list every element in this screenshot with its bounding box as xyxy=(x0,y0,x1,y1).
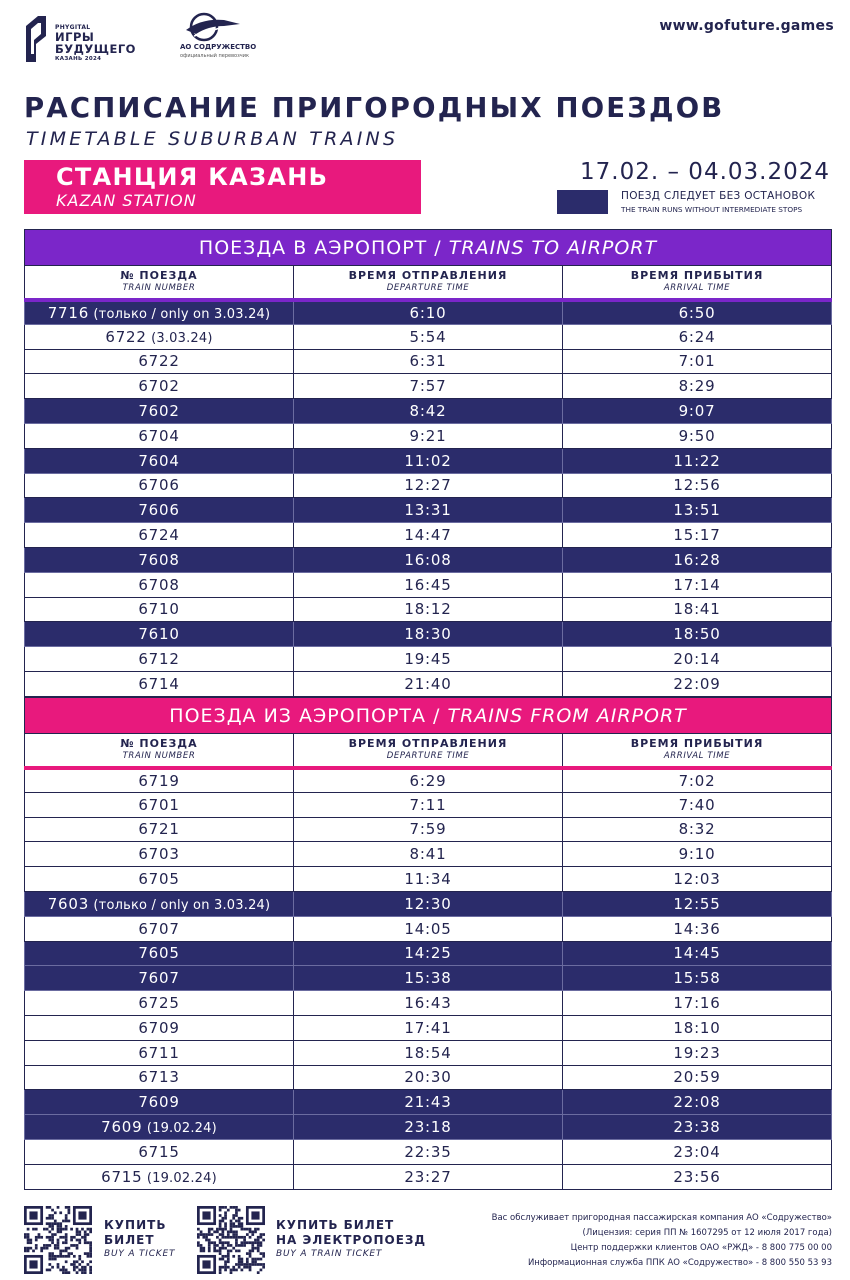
train-number: 6721 xyxy=(138,820,180,839)
departure-time: 15:38 xyxy=(294,966,563,991)
legend-label-en: THE TRAIN RUNS WITHOUT INTERMEDIATE STOPS xyxy=(621,205,803,214)
departure-time: 22:35 xyxy=(294,1139,563,1164)
train-number: 7603 xyxy=(47,894,90,913)
info-line: Вас обслуживает пригородная пассажирская компания АО «Содружество» xyxy=(491,1213,832,1223)
train-note: (19.02.24) xyxy=(142,1121,217,1137)
train-number-cell xyxy=(25,916,294,941)
arrival-time: 18:10 xyxy=(563,1015,832,1040)
col-train-en: TRAIN NUMBER xyxy=(122,750,196,761)
table-row xyxy=(25,966,832,991)
arrival-time: 22:08 xyxy=(563,1090,832,1115)
arrival-time: 17:16 xyxy=(563,991,832,1016)
train-number: 7609 xyxy=(101,1118,143,1137)
arrival-time: 14:45 xyxy=(563,941,832,966)
col-dep-en: DEPARTURE TIME xyxy=(386,750,470,761)
train-number-cell xyxy=(25,842,294,867)
train-number: 6715 xyxy=(138,1142,180,1161)
table-row xyxy=(25,1115,832,1140)
train-number: 6706 xyxy=(138,476,180,495)
train-number: 7608 xyxy=(138,550,180,569)
partner-subtitle: официальный перевозчик xyxy=(180,53,249,59)
departure-time: 21:40 xyxy=(294,671,563,696)
train-number-cell xyxy=(25,1090,294,1115)
departure-time: 13:31 xyxy=(294,498,563,523)
train-number: 7609 xyxy=(138,1093,180,1112)
train-number: 6712 xyxy=(138,650,180,669)
buy-train-ticket-label[interactable] xyxy=(276,1218,426,1259)
to-airport-rows xyxy=(25,300,832,697)
column-header-row xyxy=(25,734,832,768)
train-number-cell xyxy=(25,572,294,597)
departure-time: 12:27 xyxy=(294,473,563,498)
from-airport-rows xyxy=(25,768,832,1190)
departure-time: 6:29 xyxy=(294,768,563,793)
info-line: Центр поддержки клиентов ОАО «РЖД» - 8 800 775 00 00 xyxy=(570,1243,832,1253)
table-row xyxy=(25,1065,832,1090)
departure-time: 8:41 xyxy=(294,842,563,867)
train-note: (3.03.24) xyxy=(146,330,213,346)
train-number: 6709 xyxy=(138,1018,180,1037)
arrival-time: 7:01 xyxy=(563,349,832,374)
col-arrival xyxy=(563,734,832,768)
info-line: Информационная служба ППК АО «Содружество» - 8 800 550 53 93 xyxy=(527,1258,832,1268)
col-train-ru: № ПОЕЗДА xyxy=(120,736,198,750)
station-name: СТАНЦИЯ КАЗАНЬ xyxy=(56,163,329,191)
train-number: 7607 xyxy=(138,969,180,988)
arrival-time: 11:22 xyxy=(563,448,832,473)
train-number: 6715 xyxy=(101,1167,143,1186)
table-row xyxy=(25,916,832,941)
table-row xyxy=(25,768,832,793)
buy-train-ticket-line-1: КУПИТЬ БИЛЕТ xyxy=(276,1218,395,1232)
departure-time: 16:43 xyxy=(294,991,563,1016)
train-number: 6710 xyxy=(138,600,180,619)
service-info xyxy=(492,1211,832,1271)
page-subtitle: TIMETABLE SUBURBAN TRAINS xyxy=(26,128,399,150)
table-row xyxy=(25,1040,832,1065)
train-number-cell xyxy=(25,941,294,966)
train-note: (19.02.24) xyxy=(142,1170,217,1186)
logo-small-text: PHYGITAL xyxy=(55,24,91,31)
arrival-time: 18:41 xyxy=(563,597,832,622)
train-number-cell xyxy=(25,671,294,696)
arrival-time: 12:56 xyxy=(563,473,832,498)
arrival-time: 20:59 xyxy=(563,1065,832,1090)
train-number: 6702 xyxy=(138,377,180,396)
table-row xyxy=(25,300,832,325)
section-title-ru: ПОЕЗДА ИЗ АЭРОПОРТА / xyxy=(169,704,448,727)
express-legend-swatch xyxy=(557,190,608,214)
departure-time: 11:34 xyxy=(294,867,563,892)
column-header-row xyxy=(25,266,832,300)
train-number-cell xyxy=(25,324,294,349)
col-dep-ru: ВРЕМЯ ОТПРАВЛЕНИЯ xyxy=(348,268,508,282)
info-line: (Лицензия: серия ПП № 1607295 от 12 июля 2017 года) xyxy=(582,1228,832,1238)
col-train-ru: № ПОЕЗДА xyxy=(120,268,198,282)
train-number: 6722 xyxy=(138,352,180,371)
departure-time: 11:02 xyxy=(294,448,563,473)
col-arr-ru: ВРЕМЯ ПРИБЫТИЯ xyxy=(630,736,764,750)
buy-train-ticket-en: BUY A TRAIN TICKET xyxy=(276,1249,383,1259)
arrival-time: 15:58 xyxy=(563,966,832,991)
train-number: 6713 xyxy=(138,1068,180,1087)
games-logo-icon xyxy=(24,14,48,64)
train-number-cell xyxy=(25,423,294,448)
table-row xyxy=(25,324,832,349)
train-number-cell xyxy=(25,399,294,424)
arrival-time: 19:23 xyxy=(563,1040,832,1065)
train-note: (только / only on 3.03.24) xyxy=(89,897,271,913)
train-number-cell xyxy=(25,1015,294,1040)
section-title-to-airport xyxy=(25,230,832,266)
col-train-en: TRAIN NUMBER xyxy=(122,282,196,293)
arrival-time: 8:32 xyxy=(563,817,832,842)
games-of-future-logo[interactable] xyxy=(24,14,194,64)
table-row xyxy=(25,891,832,916)
table-row xyxy=(25,423,832,448)
arrival-time: 12:55 xyxy=(563,891,832,916)
train-number-cell xyxy=(25,374,294,399)
table-row xyxy=(25,597,832,622)
arrival-time: 7:40 xyxy=(563,792,832,817)
col-train-number xyxy=(25,734,294,768)
table-row xyxy=(25,842,832,867)
logo-city: КАЗАНЬ 2024 xyxy=(55,56,102,62)
header xyxy=(24,12,834,72)
train-number-cell xyxy=(25,817,294,842)
buy-ticket-line-2: БИЛЕТ xyxy=(104,1233,155,1247)
arrival-time: 18:50 xyxy=(563,622,832,647)
buy-train-ticket-line-2: НА ЭЛЕКТРОПОЕЗД xyxy=(276,1233,427,1247)
train-number-cell xyxy=(25,523,294,548)
train-number-cell xyxy=(25,622,294,647)
train-number-cell xyxy=(25,1040,294,1065)
train-logo-icon xyxy=(180,12,250,44)
arrival-time: 9:07 xyxy=(563,399,832,424)
train-number-cell xyxy=(25,349,294,374)
table-row xyxy=(25,671,832,696)
arrival-time: 9:10 xyxy=(563,842,832,867)
departure-time: 18:30 xyxy=(294,622,563,647)
col-departure xyxy=(294,734,563,768)
arrival-time: 20:14 xyxy=(563,647,832,672)
train-note: (только / only on 3.03.24) xyxy=(89,306,271,322)
table-row xyxy=(25,1164,832,1189)
arrival-time: 16:28 xyxy=(563,547,832,572)
col-dep-ru: ВРЕМЯ ОТПРАВЛЕНИЯ xyxy=(348,736,508,750)
arrival-time: 6:24 xyxy=(563,324,832,349)
train-number: 6703 xyxy=(138,845,180,864)
train-number: 7610 xyxy=(138,625,180,644)
table-row xyxy=(25,622,832,647)
train-number-cell xyxy=(25,768,294,793)
departure-time: 7:59 xyxy=(294,817,563,842)
departure-time: 18:54 xyxy=(294,1040,563,1065)
train-number: 7605 xyxy=(138,944,180,963)
col-departure xyxy=(294,266,563,300)
train-number: 6724 xyxy=(138,526,180,545)
sodruzhestvo-logo[interactable] xyxy=(176,12,266,67)
train-number: 6701 xyxy=(138,795,180,814)
departure-time: 16:45 xyxy=(294,572,563,597)
departure-time: 23:27 xyxy=(294,1164,563,1189)
departure-time: 7:11 xyxy=(294,792,563,817)
departure-time: 5:54 xyxy=(294,324,563,349)
table-row xyxy=(25,523,832,548)
validity-period: 17.02. – 04.03.2024 xyxy=(580,159,830,185)
website-link[interactable]: www.gofuture.games xyxy=(659,18,834,34)
logo-line-1: ИГРЫ xyxy=(55,30,95,44)
col-dep-en: DEPARTURE TIME xyxy=(386,282,470,293)
arrival-time: 14:36 xyxy=(563,916,832,941)
train-number-cell xyxy=(25,1065,294,1090)
table-row xyxy=(25,941,832,966)
train-number-cell xyxy=(25,966,294,991)
departure-time: 12:30 xyxy=(294,891,563,916)
departure-time: 6:10 xyxy=(294,300,563,325)
arrival-time: 23:56 xyxy=(563,1164,832,1189)
arrival-time: 8:29 xyxy=(563,374,832,399)
train-number: 6711 xyxy=(138,1043,180,1062)
logo-line-2: БУДУЩЕГО xyxy=(55,42,136,56)
departure-time: 6:31 xyxy=(294,349,563,374)
table-row xyxy=(25,349,832,374)
train-number-cell xyxy=(25,891,294,916)
departure-time: 16:08 xyxy=(294,547,563,572)
train-number-cell xyxy=(25,473,294,498)
arrival-time: 17:14 xyxy=(563,572,832,597)
train-number-cell xyxy=(25,498,294,523)
train-number: 7602 xyxy=(138,402,180,421)
table-row xyxy=(25,1015,832,1040)
buy-ticket-en: BUY A TICKET xyxy=(104,1249,176,1259)
train-number: 6722 xyxy=(105,327,147,346)
train-number-cell xyxy=(25,597,294,622)
arrival-time: 9:50 xyxy=(563,423,832,448)
train-number-cell xyxy=(25,1164,294,1189)
logo-title xyxy=(55,31,136,55)
legend-label: ПОЕЗД СЛЕДУЕТ БЕЗ ОСТАНОВОК xyxy=(621,190,816,202)
train-number-cell xyxy=(25,647,294,672)
table-row xyxy=(25,647,832,672)
buy-ticket-line-1: КУПИТЬ xyxy=(104,1218,167,1232)
section-title-from-airport xyxy=(25,698,832,734)
table-row xyxy=(25,867,832,892)
table-row xyxy=(25,1090,832,1115)
qr-code-buy-ticket[interactable] xyxy=(24,1206,92,1274)
departure-time: 14:47 xyxy=(294,523,563,548)
page-title: РАСПИСАНИЕ ПРИГОРОДНЫХ ПОЕЗДОВ xyxy=(24,92,725,124)
station-name-en: KAZAN STATION xyxy=(56,191,197,210)
table-row xyxy=(25,399,832,424)
table-row xyxy=(25,991,832,1016)
arrival-time: 7:02 xyxy=(563,768,832,793)
table-row xyxy=(25,547,832,572)
departure-time: 14:05 xyxy=(294,916,563,941)
partner-name: АО СОДРУЖЕСТВО xyxy=(180,43,257,51)
train-number: 6719 xyxy=(138,771,180,790)
train-number: 6725 xyxy=(138,994,180,1013)
buy-ticket-label[interactable] xyxy=(104,1218,175,1259)
arrival-time: 6:50 xyxy=(563,300,832,325)
departure-time: 18:12 xyxy=(294,597,563,622)
train-number: 7604 xyxy=(138,451,180,470)
arrival-time: 13:51 xyxy=(563,498,832,523)
section-title-ru: ПОЕЗДА В АЭРОПОРТ / xyxy=(198,236,449,259)
qr-code-buy-train-ticket[interactable] xyxy=(197,1206,265,1274)
train-number: 6704 xyxy=(138,426,180,445)
table-row xyxy=(25,374,832,399)
col-arrival xyxy=(563,266,832,300)
to-airport-table xyxy=(24,229,832,697)
departure-time: 20:30 xyxy=(294,1065,563,1090)
col-arr-en: ARRIVAL TIME xyxy=(663,750,731,761)
train-number-cell xyxy=(25,448,294,473)
table-row xyxy=(25,572,832,597)
section-title-en: TRAINS TO AIRPORT xyxy=(448,236,658,259)
departure-time: 21:43 xyxy=(294,1090,563,1115)
train-number-cell xyxy=(25,1115,294,1140)
train-number: 7716 xyxy=(47,303,90,322)
departure-time: 7:57 xyxy=(294,374,563,399)
departure-time: 14:25 xyxy=(294,941,563,966)
arrival-time: 15:17 xyxy=(563,523,832,548)
col-train-number xyxy=(25,266,294,300)
station-banner xyxy=(24,160,421,214)
train-number: 6705 xyxy=(138,870,180,889)
train-number-cell xyxy=(25,867,294,892)
train-number-cell xyxy=(25,1139,294,1164)
arrival-time: 22:09 xyxy=(563,671,832,696)
table-row xyxy=(25,448,832,473)
col-arr-ru: ВРЕМЯ ПРИБЫТИЯ xyxy=(630,268,764,282)
from-airport-table xyxy=(24,697,832,1190)
train-number-cell xyxy=(25,300,294,325)
footer xyxy=(24,1206,834,1272)
section-title-en: TRAINS FROM AIRPORT xyxy=(447,704,687,727)
table-row xyxy=(25,1139,832,1164)
train-number: 6714 xyxy=(138,674,180,693)
train-number: 7606 xyxy=(138,501,180,520)
departure-time: 17:41 xyxy=(294,1015,563,1040)
train-number: 6707 xyxy=(138,919,180,938)
col-arr-en: ARRIVAL TIME xyxy=(663,282,731,293)
departure-time: 19:45 xyxy=(294,647,563,672)
arrival-time: 23:04 xyxy=(563,1139,832,1164)
train-number: 6708 xyxy=(138,575,180,594)
train-number-cell xyxy=(25,792,294,817)
departure-time: 9:21 xyxy=(294,423,563,448)
arrival-time: 12:03 xyxy=(563,867,832,892)
table-row xyxy=(25,792,832,817)
table-row xyxy=(25,498,832,523)
train-number-cell xyxy=(25,547,294,572)
departure-time: 8:42 xyxy=(294,399,563,424)
table-row xyxy=(25,473,832,498)
arrival-time: 23:38 xyxy=(563,1115,832,1140)
departure-time: 23:18 xyxy=(294,1115,563,1140)
table-row xyxy=(25,817,832,842)
train-number-cell xyxy=(25,991,294,1016)
